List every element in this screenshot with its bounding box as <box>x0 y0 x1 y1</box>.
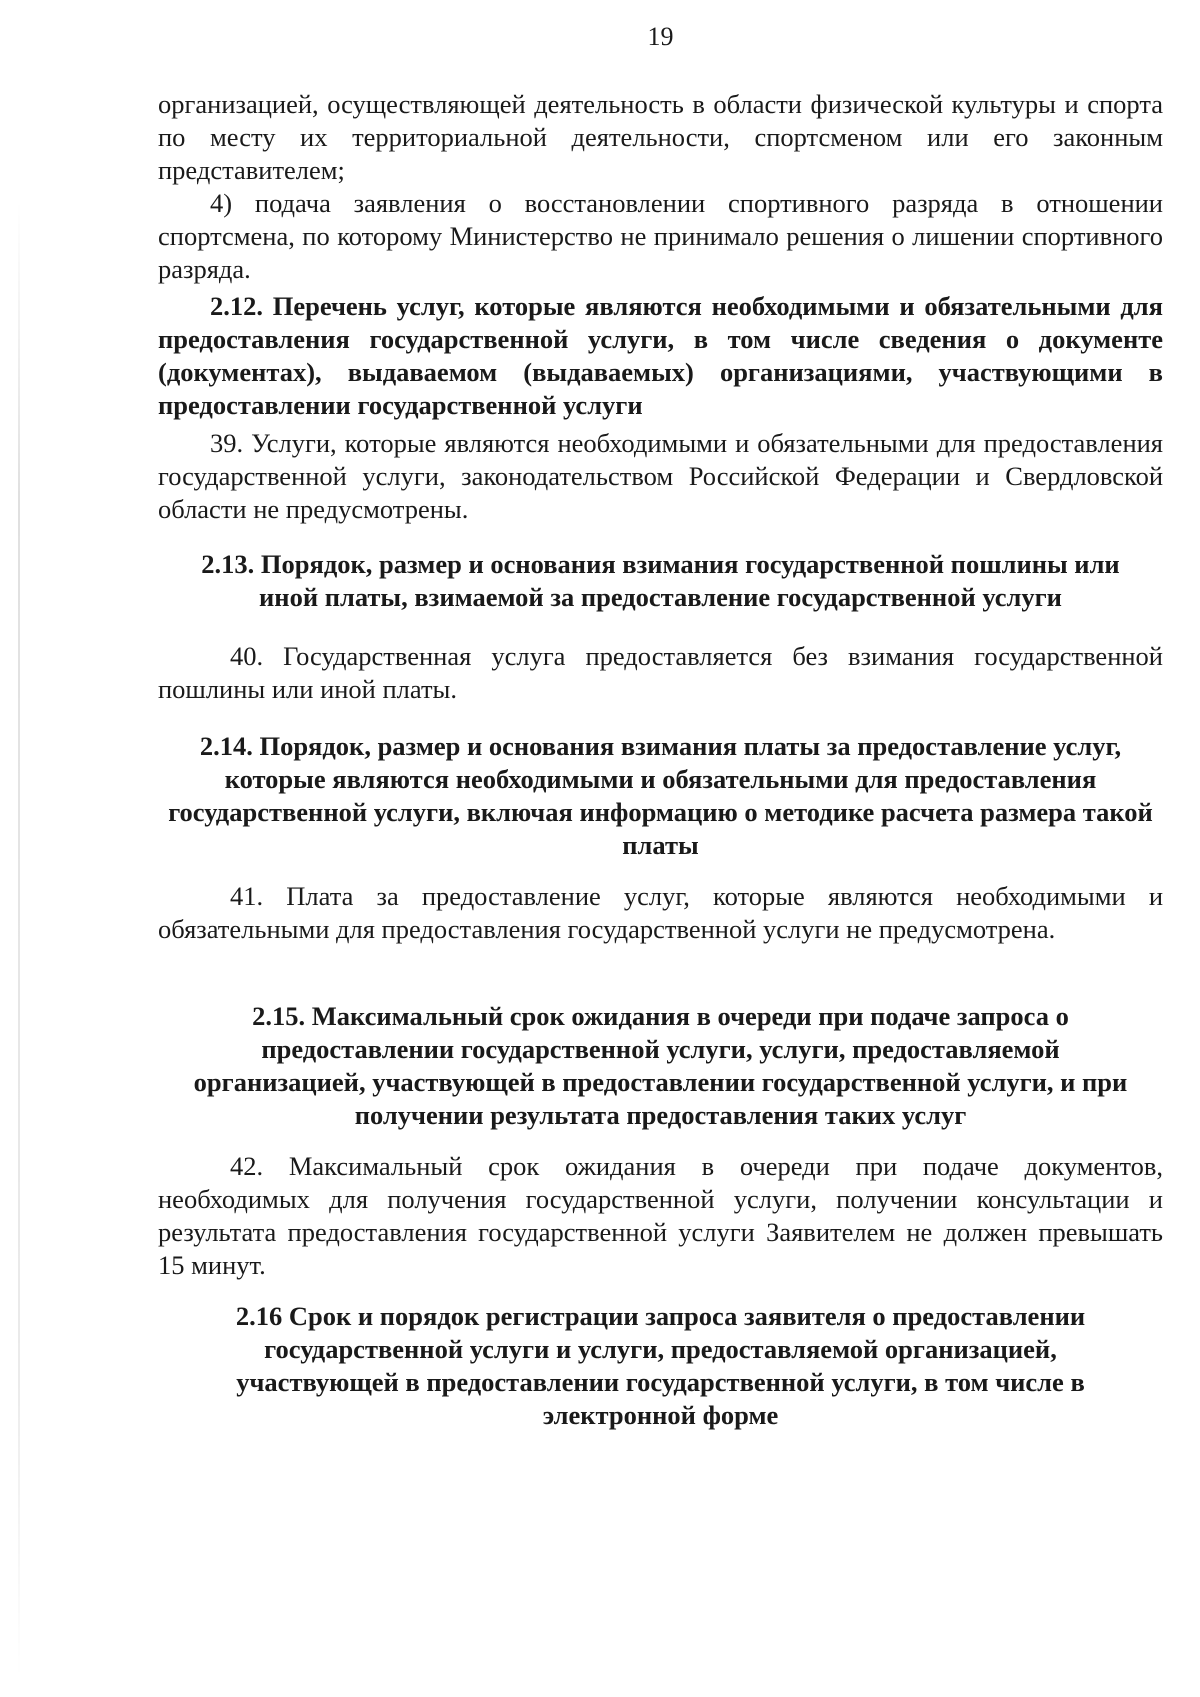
heading-2-13 <box>158 548 1163 614</box>
section-heading: 2.12. Перечень услуг, которые являются необходимыми и обязательными для предоставления государственной услуги, в том числе сведения о документе (документах), выдаваемом (выдаваемых) организациями, участвующими в предоставлении государственной услуги <box>158 291 1163 420</box>
paragraph-text: 42. Максимальный срок ожидания в очереди при подаче документов, необходимых для получения государственной услуги, получении консультации и результата предоставления государственной услуги Заявителем не должен превышать 15 минут. <box>158 1151 1163 1280</box>
section-heading: 2.16 Срок и порядок регистрации запроса заявителя о предоставлении государственной услуги и услуги, предоставляемой организацией, участвующей в предоставлении государственной услуги, в том числе в электронной форме <box>235 1301 1086 1430</box>
paragraph-text: 41. Плата за предоставление услуг, которые являются необходимыми и обязательными для предоставления государственной услуги не предусмотрена. <box>158 881 1163 944</box>
heading-2-15 <box>158 1000 1163 1132</box>
paragraph-text: 4) подача заявления о восстановлении спортивного разряда в отношении спортсмена, по которому Министерство не принимало решения о лишении спортивного разряда. <box>158 188 1163 284</box>
paragraph-text: 39. Услуги, которые являются необходимыми и обязательными для предоставления государственной услуги, законодательством Российской Федерации и Свердловской области не предусмотрены. <box>158 428 1163 524</box>
section-heading: 2.14. Порядок, размер и основания взимания платы за предоставление услуг, которые являются необходимыми и обязательными для предоставления государственной услуги, включая информацию о методике расчета размера такой платы <box>168 731 1153 860</box>
section-heading: 2.13. Порядок, размер и основания взимания государственной пошлины или иной платы, взимаемой за предоставление государственной услуги <box>201 549 1120 612</box>
paragraph-continuation <box>158 88 1163 187</box>
paragraph-41 <box>158 880 1163 946</box>
section-heading: 2.15. Максимальный срок ожидания в очереди при подаче запроса о предоставлении государственной услуги, услуги, предоставляемой организацией, участвующей в предоставлении государственной услуги, и при получении результата предоставления таких услуг <box>193 1001 1128 1130</box>
scan-edge-shadow <box>18 200 20 1680</box>
heading-2-12 <box>158 290 1163 422</box>
paragraph-39 <box>158 427 1163 526</box>
paragraph-item-4 <box>158 187 1163 286</box>
paragraph-text: организацией, осуществляющей деятельность в области физической культуры и спорта по месту их территориальной деятельности, спортсменом или его законным представителем; <box>158 89 1163 185</box>
paragraph-40 <box>158 640 1163 706</box>
heading-2-16 <box>158 1300 1163 1432</box>
paragraph-text: 40. Государственная услуга предоставляется без взимания государственной пошлины или иной платы. <box>158 641 1163 704</box>
page-number: 19 <box>647 22 674 51</box>
paragraph-42 <box>158 1150 1163 1282</box>
heading-2-14 <box>158 730 1163 862</box>
